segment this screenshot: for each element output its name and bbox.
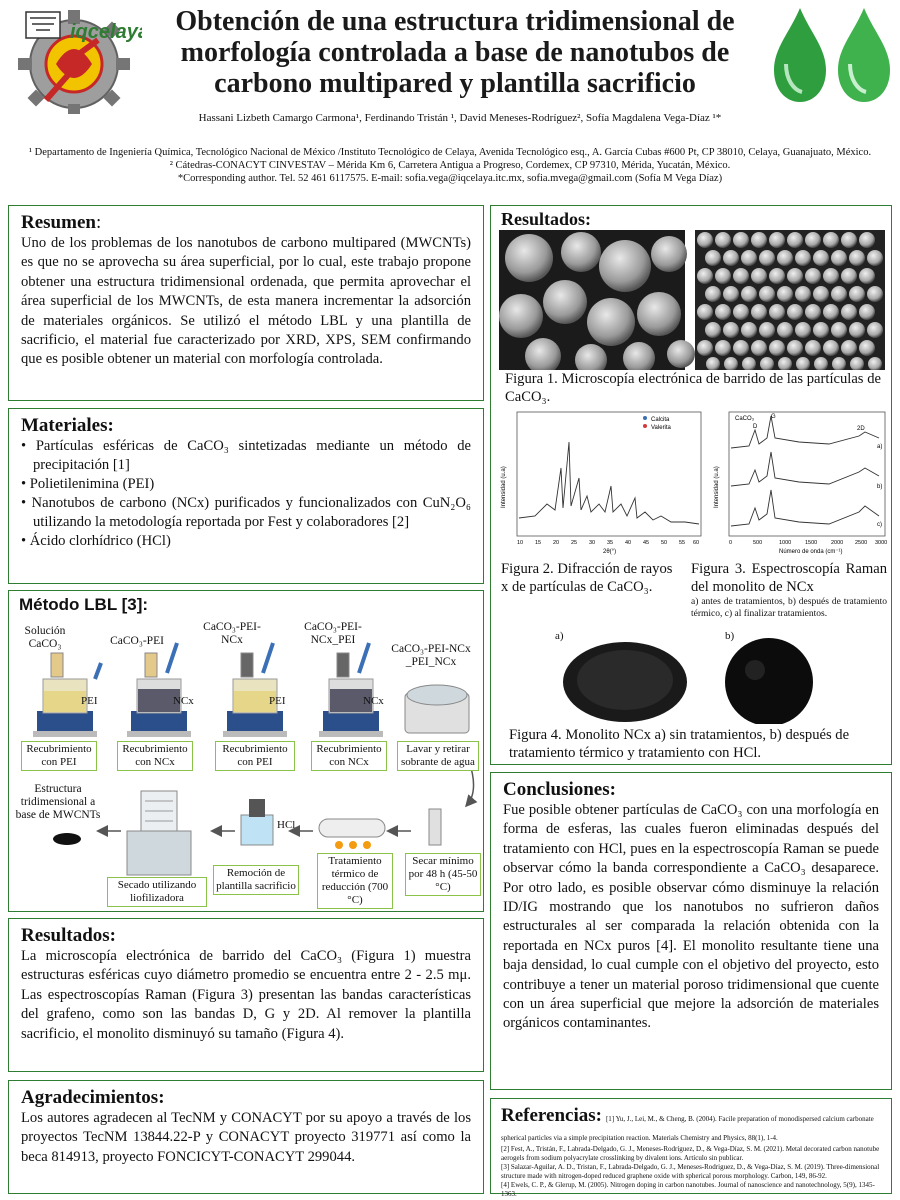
referencias-heading: Referencias: (501, 1105, 602, 1126)
stirrer-station-2 (127, 643, 191, 737)
reagent-label-1: PEI (81, 695, 98, 707)
resumen-heading-colon: : (95, 212, 102, 233)
reference-item: [3] Salazar-Aguilar, A. D., Tristan, F., Labrada-Delgado, G. J., Meneses-Rodriguez, D., & Vega-Díaz, S. M. (2019). Three-dimensional structure made with nitrogen-doped reduced graphene oxide with spherical porous morphology. Carbon, 149, 86-92. (501, 1163, 880, 1180)
svg-text:2D: 2D (857, 426, 865, 432)
svg-text:b): b) (877, 484, 883, 490)
step-box-3: Recubrimiento con PEI (215, 741, 295, 771)
step-box-2: Recubrimiento con NCx (117, 741, 193, 771)
agradecimientos-section (8, 1080, 484, 1194)
svg-text:2θ(°): 2θ(°) (603, 549, 617, 555)
resultados-figures-heading: Resultados: (501, 209, 592, 229)
fig3-caption: Figura 3. Espectroscopía Raman del monolito de NCx (691, 561, 887, 595)
fig3-caption-block (691, 560, 887, 620)
list-item: • Polietilenimina (PEI) (21, 475, 471, 494)
svg-text:1500: 1500 (805, 540, 818, 546)
conclusiones-heading: Conclusiones: (503, 779, 616, 800)
svg-text:60: 60 (693, 540, 700, 546)
svg-text:35: 35 (607, 540, 614, 546)
conclusiones-text: Fue posible obtener partículas de CaCO₃ con una morfología en forma de esferas, las cuales fueron eliminadas después del tratamiento con HCl, pues en la espectroscopía Raman se puede observar cómo la banda correspondiente a CaCO₃ desaparece. Por otro lado, es posible observar cómo disminuye la relación ID/IG mostrando que los nanotubos no sufrieron daños estructurales al ser comparada la relación obtenida con la reportada en NCx puros [4]. El monolito resultante tiene una baja densidad, lo cual cumple con el objetivo del proyecto, esto contribuye a tener un material poroso tridimensional que cuente con un área superficial que mejore la adsorción de materiales orgánicos contaminantes. (503, 802, 879, 1032)
svg-text:Intensidad (u.a): Intensidad (u.a) (501, 466, 507, 508)
label-caco3-pei: CaCO₃-PEI (110, 635, 164, 647)
step-tratamiento: Tratamiento térmico de reducción (700 °C) (317, 853, 393, 909)
step-secar: Secar mínimo por 48 h (45-50 °C) (405, 853, 481, 896)
referencias-section (490, 1098, 892, 1198)
resultados-heading: Resultados: (21, 925, 117, 946)
centrifuge (405, 685, 469, 733)
monolith-result (53, 833, 81, 845)
fig4-label-b: b) (725, 630, 735, 642)
freeze-dryer (127, 791, 191, 875)
materiales-list (21, 437, 471, 551)
fig3-raman-chart (709, 408, 889, 556)
svg-text:2000: 2000 (831, 540, 844, 546)
authors: Hassani Lizbeth Camargo Carmona¹, Ferdinando Tristán ¹, David Meneses-Rodríguez², Sofía Magdalena Vega-Díaz ¹* (198, 112, 722, 124)
label-caco3-pei-ncx: CaCO₃-PEI-NCx (203, 621, 261, 646)
svg-text:500: 500 (753, 540, 763, 546)
label-caco3-pei-ncx-pei: CaCO₃-PEI-NCx_PEI (304, 621, 362, 646)
resumen-text: Uno de los problemas de los nanotubos de carbono multipared (MWCNTs) es que no se aprovecha su área superficial, por lo cual, este trabajo propone obtener una estructura tridimensional ordenada, que permita aprovechar el área superficial de los MWCNTs, de esta manera incrementar la adsorción de materiales orgánicos. Se utilizó el método LBL y una plantilla de sacrificio, el material fue caracterizado por XRD, XPS, SEM confirmando que es posible obtener un material con morfología controlada. (21, 235, 471, 368)
poster-title: Obtención de una estructura tridimensional de morfología controlada a base de nanotubos de carbono multipared y plantilla sacrificio (175, 6, 735, 99)
svg-text:30: 30 (589, 540, 596, 546)
label-caco3-pei-ncx-pei-ncx: CaCO₃-PEI-NCx _PEI_NCx (391, 643, 471, 668)
stirrer-station-4 (319, 643, 383, 737)
svg-text:3000: 3000 (875, 540, 888, 546)
fig1-caption: Figura 1. Microscopía electrónica de barrido de las partículas de CaCO₃. (505, 371, 881, 405)
list-item: • Ácido clorhídrico (HCl) (21, 532, 471, 551)
svg-text:CaCO₃: CaCO₃ (735, 416, 755, 422)
reference-item: [1] Yu, J., Lei, M., & Cheng, B. (2004). Facile preparation of monodispersed calcium carbonate spherical particles via a simple precipitation reaction. Materials Chemistry and Physics, 88(1), 1-4. (501, 1115, 874, 1142)
fig4-monolith-images (555, 636, 835, 724)
svg-text:1000: 1000 (779, 540, 792, 546)
svg-text:Intensidad (u.a): Intensidad (u.a) (714, 466, 720, 508)
label-estructura: Estructura tridimensional a base de MWCNTs (15, 783, 101, 821)
stirrer-station-3 (223, 643, 287, 737)
svg-text:D: D (753, 424, 758, 430)
step-box-5: Lavar y retirar sobrante de agua (397, 741, 479, 771)
list-item: • Nanotubos de carbono (NCx) purificados y funcionalizados con CuN₂O₆ utilizando la metodología reportada por Fest y colaboradores [2] (21, 494, 471, 532)
step-secado: Secado utilizando liofilizadora (107, 877, 207, 907)
hcl-beaker (241, 815, 273, 845)
svg-text:iqcelaya: iqcelaya (70, 21, 142, 43)
svg-text:a): a) (877, 444, 883, 450)
green-drops-logo (768, 4, 896, 108)
fig1-sem-images (499, 230, 885, 370)
iqcelaya-logo (6, 4, 142, 116)
agradecimientos-heading: Agradecimientos: (21, 1087, 165, 1108)
vial (429, 809, 441, 845)
svg-text:Número de onda (cm⁻¹): Número de onda (cm⁻¹) (779, 549, 843, 555)
svg-text:Calcita: Calcita (651, 417, 670, 423)
list-item: • Partículas esféricas de CaCO₃ sintetizadas mediante un método de precipitación [1] (21, 437, 471, 475)
reagent-label-2: NCx (173, 695, 194, 707)
step-remocion: Remoción de plantilla sacrificio (213, 865, 299, 895)
tube-furnace (319, 819, 385, 837)
svg-text:Valerita: Valerita (651, 425, 671, 431)
conclusiones-section (490, 772, 892, 1090)
reagent-label-3: PEI (269, 695, 286, 707)
resumen-section (8, 205, 484, 401)
metodo-heading: Método LBL [3]: (19, 595, 149, 614)
label-hcl: HCl (277, 819, 296, 831)
metodo-lbl-section (8, 590, 484, 912)
step-box-1: Recubrimiento con PEI (21, 741, 97, 771)
reference-item: [4] Ewels, C. P., & Glerup, M. (2005). Nitrogen doping in carbon nanotubes. Journal of nanoscience and nanotechnology, 5(9), 1345-1363. (501, 1181, 875, 1198)
svg-text:c): c) (877, 522, 882, 528)
svg-text:G: G (771, 414, 776, 420)
fig3-subcaption: a) antes de tratamientos, b) después de tratamiento térmico, c) al finalizar tratamientos. (691, 597, 887, 619)
reagent-label-4: NCx (363, 695, 384, 707)
fig2-caption: Figura 2. Difracción de rayos x de partículas de CaCO₃. (501, 561, 673, 595)
corresponding-author: *Corresponding author. Tel. 52 461 6117575. E-mail: sofia.vega@iqcelaya.itc.mx, sofia.mvega@gmail.com (Sofía M Vega Díaz) (177, 173, 723, 184)
label-solucion: Solución CaCO₃ (24, 625, 66, 650)
resumen-heading-text: Resumen (21, 212, 96, 233)
affiliation-1: ¹ Departamento de Ingeniería Química, Tecnológico Nacional de México /Instituto Tecnológico de Celaya, Avenida Tecnológico esq., A. García Cubas #600 Pt, CP 38010, Celaya, Guanajuato, México. (28, 147, 872, 158)
svg-text:15: 15 (535, 540, 542, 546)
resumen-heading (21, 212, 471, 234)
resultados-text: La microscopía electrónica de barrido del CaCO₃ (Figura 1) muestra estructuras esféricas cuyo diámetro promedio se encuentra entre 2 - 2.5 mμ. Las espectroscopías Raman (Figura 3) presentan las bandas características del grafeno, como son las bandas D, G y 2D. Al remover la plantilla sacrificio, el monolito disminuyó su tamaño (Figura 4). (21, 948, 471, 1042)
reference-item: [2] Fest, A., Tristán, F., Labrada-Delgado, G. J., Meneses-Rodríguez, D., & Vega-Díaz, S. M. (2021). Metal decorated carbon nanotube aerogels from sodium polyacrylate crosslinking by divalent ions. Artículo sin publicar. (501, 1145, 880, 1162)
step-box-4: Recubrimiento con NCx (311, 741, 387, 771)
svg-text:2500: 2500 (855, 540, 868, 546)
svg-text:50: 50 (661, 540, 668, 546)
svg-text:45: 45 (643, 540, 650, 546)
svg-text:20: 20 (553, 540, 560, 546)
resultados-text-section (8, 918, 484, 1072)
svg-text:25: 25 (571, 540, 578, 546)
fig2-xrd-chart (495, 408, 707, 556)
agradecimientos-text: Los autores agradecen al TecNM y CONACYT por su apoyo a través de los proyectos TecNM 13844.22-P y CONACYT proyecto 319771 así como la beca 814913, proyecto FONCICYT-CONACYT 299044. (21, 1110, 471, 1165)
materiales-section (8, 408, 484, 584)
svg-text:0: 0 (729, 540, 733, 546)
svg-text:40: 40 (625, 540, 632, 546)
affiliation-2: ² Cátedras-CONACYT CINVESTAV – Mérida Km 6, Carretera Antigua a Progreso, Cordemex, CP 97310, Mérida, Yucatán, México. (169, 160, 731, 171)
materiales-heading: Materiales: (21, 415, 114, 436)
resultados-figures-section (490, 205, 892, 765)
svg-text:55: 55 (679, 540, 686, 546)
fig4-caption: Figura 4. Monolito NCx a) sin tratamientos, b) después de tratamiento térmico y tratamiento con HCl. (509, 727, 850, 761)
svg-text:10: 10 (517, 540, 524, 546)
fig4-label-a: a) (555, 630, 564, 642)
affiliations (20, 146, 880, 185)
